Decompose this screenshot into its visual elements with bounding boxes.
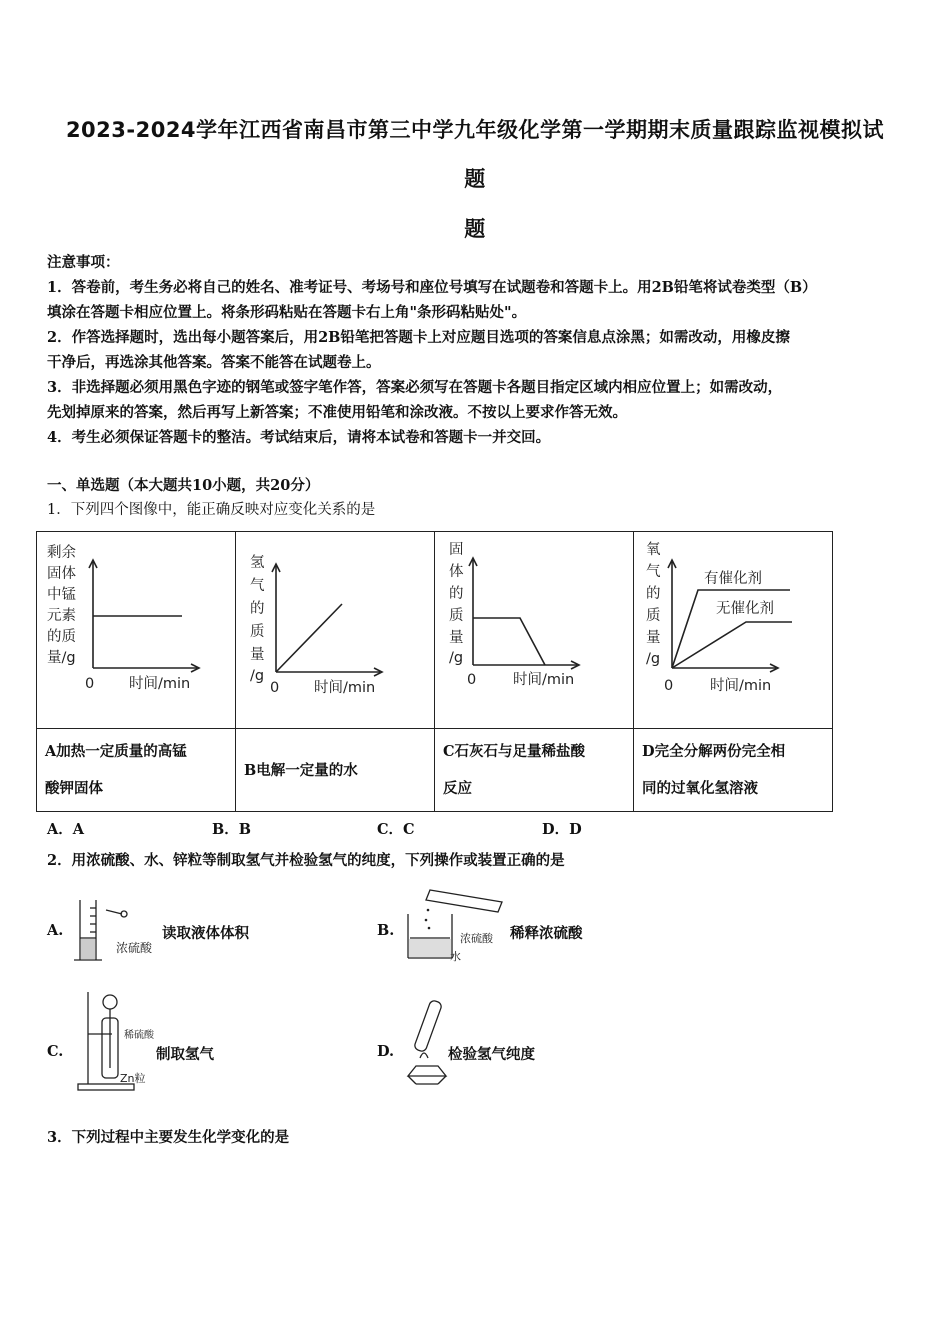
graph-origin: 0 xyxy=(664,678,674,694)
ylabel-line: 固体 xyxy=(47,566,76,582)
q1-option-a: A．A xyxy=(47,821,85,838)
ylabel-line: /g xyxy=(449,650,464,666)
caption-b: B电解一定量的水 xyxy=(236,729,435,812)
graph-xlabel: 时间/min xyxy=(129,676,191,692)
notice-line: 填涂在答题卡相应位置上。将条形码粘贴在答题卡右上角"条形码粘贴处"。 xyxy=(47,304,527,321)
graph-b-line xyxy=(276,604,342,672)
graph-origin: 0 xyxy=(85,676,95,692)
graph-d-line-nocatalyst xyxy=(672,622,792,668)
hydrogen-apparatus-image xyxy=(72,988,162,1094)
ylabel-line: 量 xyxy=(449,630,464,646)
graph-d-label-catalyst: 有催化剂 xyxy=(704,571,762,587)
graph-origin: 0 xyxy=(467,672,477,688)
q1-option-b: B．B xyxy=(212,821,252,838)
graduated-cylinder-image xyxy=(70,896,165,966)
notice-line: 1．答卷前，考生务必将自己的姓名、准考证号、考场号和座位号填写在试题卷和答题卡上。用2B铅笔将试卷类型（B） xyxy=(47,279,817,296)
q2-stem: 2．用浓硫酸、水、锌粒等制取氢气并检验氢气的纯度，下列操作或装置正确的是 xyxy=(47,852,565,869)
page-title-cont: 题 xyxy=(464,167,486,191)
graph-d-label-nocatalyst: 无催化剂 xyxy=(716,601,774,617)
dilution-image xyxy=(402,880,512,965)
ylabel-line: 的 xyxy=(250,601,265,617)
ylabel-line: 氧 xyxy=(646,542,661,558)
graph-d-svg xyxy=(634,532,832,728)
ylabel-line: 固 xyxy=(449,542,464,558)
q2-option-c-letter: C. xyxy=(47,1043,64,1060)
img-label: Zn粒 xyxy=(120,1072,146,1085)
notice-section xyxy=(47,250,907,450)
ylabel-line: 量 xyxy=(646,630,661,646)
q2-option-c-text: 制取氢气 xyxy=(156,1046,214,1063)
graph-b xyxy=(236,532,434,728)
caption-c: C石灰石与足量稀盐酸 反应 xyxy=(435,729,634,812)
notice-line: 2．作答选择题时，选出每小题答案后，用2B铅笔把答题卡上对应题目选项的答案信息点涂黑；如需改动，用橡皮擦 xyxy=(47,329,790,346)
q1-stem: 1．下列四个图像中，能正确反映对应变化关系的是 xyxy=(47,502,376,518)
section-heading: 一、单选题（本大题共10小题，共20分） xyxy=(47,477,320,494)
graph-c xyxy=(435,532,633,728)
graph-c-line xyxy=(473,618,545,665)
ylabel-line: 的质 xyxy=(47,629,76,645)
q2-option-d-text: 检验氢气纯度 xyxy=(448,1046,535,1063)
ylabel-line: 体 xyxy=(449,564,464,580)
ylabel-line: 量/g xyxy=(47,650,76,666)
q2-option-b-text: 稀释浓硫酸 xyxy=(510,925,583,942)
img-label: 水 xyxy=(450,950,461,963)
q1-graph-table xyxy=(36,531,833,812)
ylabel-line: 质 xyxy=(250,624,265,640)
page-title-cont-2: 题 xyxy=(464,217,486,241)
notice-line: 先划掉原来的答案，然后再写上新答案；不准使用铅笔和涂改液。不按以上要求作答无效。 xyxy=(47,404,627,421)
graph-xlabel: 时间/min xyxy=(513,672,575,688)
img-label: 稀硫酸 xyxy=(124,1030,154,1041)
ylabel-line: 质 xyxy=(449,608,464,624)
graph-d xyxy=(634,532,832,728)
q1-option-c: C．C xyxy=(377,821,415,838)
ylabel-line: /g xyxy=(250,668,265,684)
ylabel-line: 量 xyxy=(250,647,265,663)
graph-xlabel: 时间/min xyxy=(314,680,376,696)
q2-option-a-letter: A. xyxy=(47,922,64,939)
q2-option-b-letter: B. xyxy=(377,922,395,939)
purity-test-image xyxy=(402,996,452,1088)
ylabel-line: 气 xyxy=(646,564,661,580)
q3-stem: 3．下列过程中主要发生化学变化的是 xyxy=(47,1129,290,1146)
ylabel-line: 氢 xyxy=(250,555,265,571)
q1-option-d: D．D xyxy=(542,821,582,838)
q2-option-d-letter: D. xyxy=(377,1043,395,1060)
ylabel-line: 气 xyxy=(250,578,265,594)
graph-c-svg xyxy=(435,532,633,728)
ylabel-line: 的 xyxy=(449,586,464,602)
notice-line: 干净后，再选涂其他答案。答案不能答在试题卷上。 xyxy=(47,354,381,371)
page-title: 2023-2024学年江西省南昌市第三中学九年级化学第一学期期末质量跟踪监视模拟试 xyxy=(65,118,885,142)
notice-heading: 注意事项： xyxy=(47,254,120,271)
ylabel-line: 剩余 xyxy=(47,545,76,561)
graph-a-svg xyxy=(37,532,235,728)
graph-xlabel: 时间/min xyxy=(710,678,772,694)
ylabel-line: /g xyxy=(646,651,661,667)
img-label: 浓硫酸 xyxy=(460,932,493,945)
ylabel-line: 质 xyxy=(646,608,661,624)
notice-line: 4．考生必须保证答题卡的整洁。考试结束后，请将本试卷和答题卡一并交回。 xyxy=(47,429,551,446)
caption-a: A加热一定质量的高锰 酸钾固体 xyxy=(37,729,236,812)
notice-line: 3．非选择题必须用黑色字迹的钢笔或签字笔作答，答案必须写在答题卡各题目指定区域内相应位置上；如需改动， xyxy=(47,379,783,396)
caption-d: D完全分解两份完全相 同的过氧化氢溶液 xyxy=(634,729,833,812)
img-label: 浓硫酸 xyxy=(116,941,153,955)
graph-origin: 0 xyxy=(270,680,280,696)
q2-option-a-text: 读取液体体积 xyxy=(162,925,249,942)
ylabel-line: 元素 xyxy=(47,608,76,624)
graph-b-svg xyxy=(236,532,434,728)
ylabel-line: 的 xyxy=(646,586,661,602)
ylabel-line: 中锰 xyxy=(47,587,76,603)
graph-a xyxy=(37,532,235,728)
